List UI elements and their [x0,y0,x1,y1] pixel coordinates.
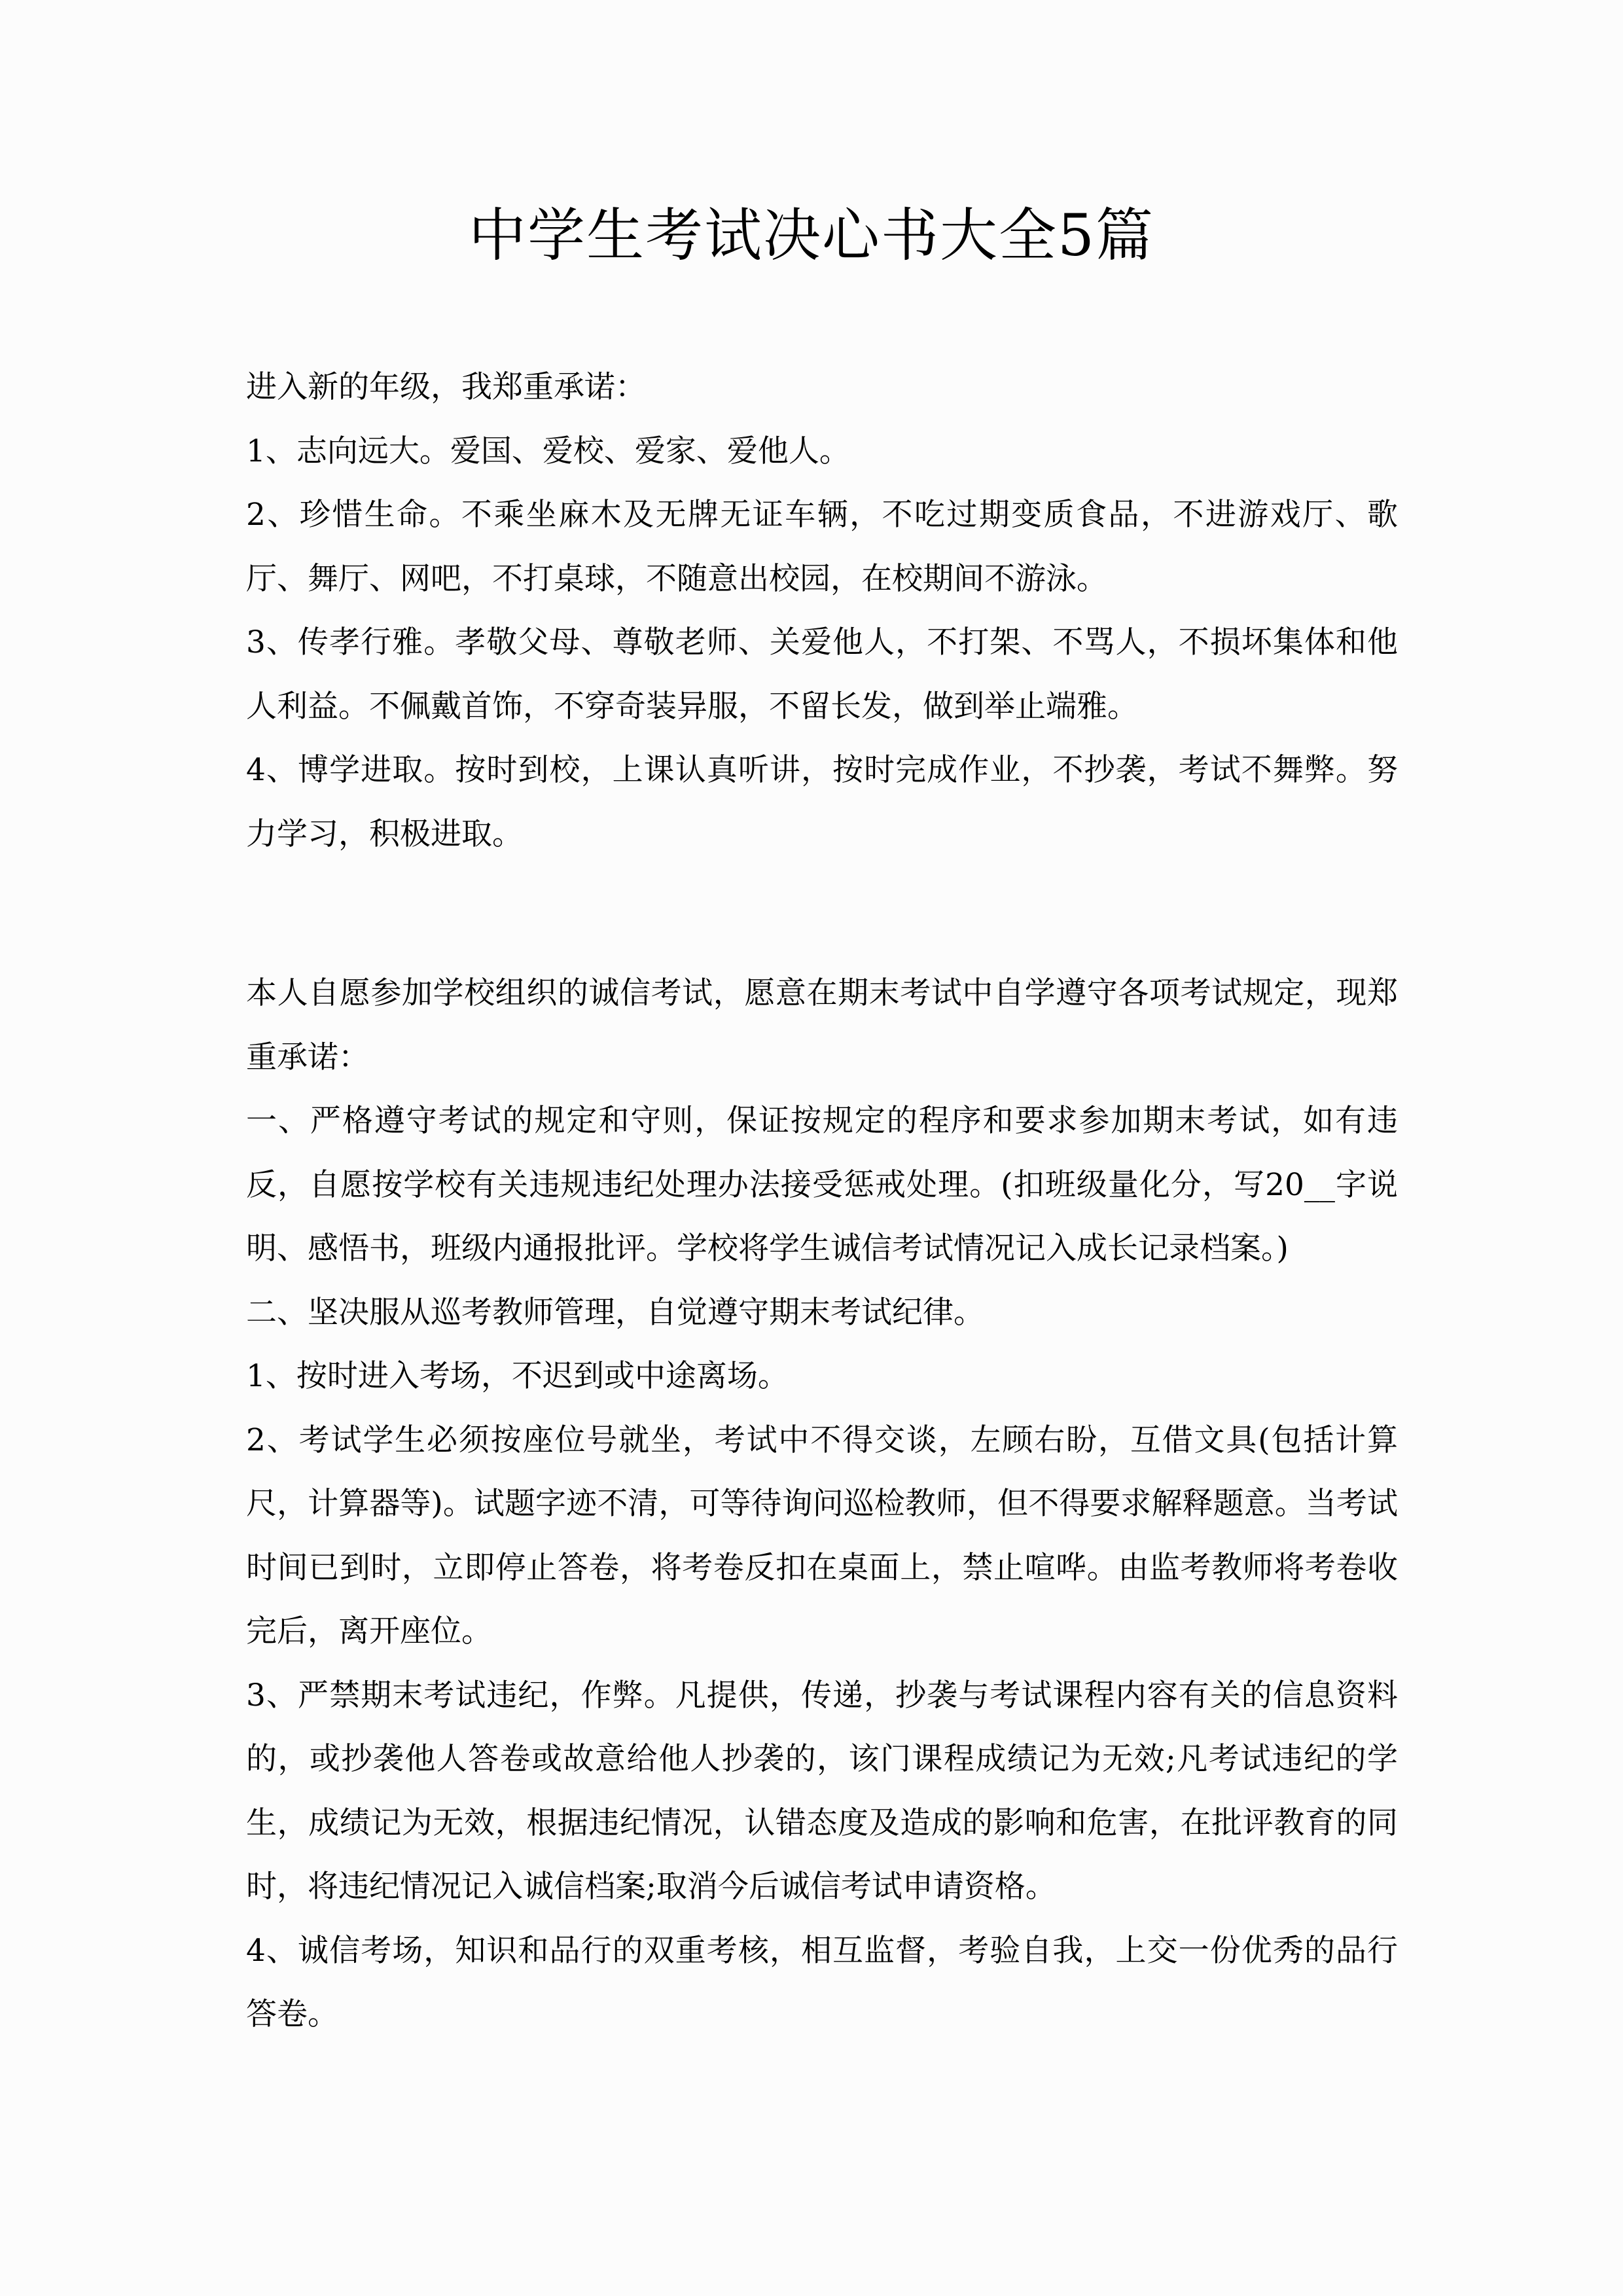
paragraph-rule-1: 1、按时进入考场，不迟到或中途离场。 [246,1358,789,1394]
paragraph-rule-4: 4、诚信考场，知识和品行的双重考核，相互监督，考验自我，上交一份优秀的品行答卷。 [246,1932,1398,2032]
paragraph-rule-2: 2、考试学生必须按座位号就坐，考试中不得交谈，左顾右盼，互借文具(包括计算尺，计算器等)。试题字迹不清，可等待询问巡检教师，但不得要求解释题意。当考试时间已到时，立即停止答卷，将考卷反扣在桌面上，禁止喧哗。由监考教师将考卷收完后，离开座位。 [246,1422,1398,1649]
paragraph-item-4: 4、博学进取。按时到校，上课认真听讲，按时完成作业，不抄袭，考试不舞弊。努力学习，积极进取。 [246,752,1398,852]
paragraph-clause-1: 一、严格遵守考试的规定和守则，保证按规定的程序和要求参加期末考试，如有违反，自愿按学校有关违规违纪处理办法接受惩戒处理。(扣班级量化分，写20__字说明、感悟书，班级内通报批评。学校将学生诚信考试情况记入成长记录档案。) [246,1103,1398,1266]
section-divider-space [246,866,1398,961]
section-pledge-new-grade [246,355,1398,866]
paragraph-clause-2: 二、坚决服从巡考教师管理，自觉遵守期末考试纪律。 [246,1294,984,1331]
paragraph-intro: 进入新的年级，我郑重承诺： [246,369,646,405]
paragraph-item-1: 1、志向远大。爱国、爱校、爱家、爱他人。 [246,433,850,469]
paragraph-item-3: 3、传孝行雅。孝敬父母、尊敬老师、关爱他人，不打架、不骂人，不损坏集体和他人利益。不佩戴首饰，不穿奇装异服，不留长发，做到举止端雅。 [246,624,1398,725]
document-title: 中学生考试决心书大全5篇 [469,202,1154,269]
section-integrity-exam-pledge [246,961,1398,2047]
paragraph-intro: 本人自愿参加学校组织的诚信考试，愿意在期末考试中自学遵守各项考试规定，现郑重承诺： [246,975,1398,1075]
document-body [246,355,1398,2047]
paragraph-item-2: 2、珍惜生命。不乘坐麻木及无牌无证车辆，不吃过期变质食品，不进游戏厅、歌厅、舞厅、网吧，不打桌球，不随意出校园，在校期间不游泳。 [246,497,1398,597]
paragraph-rule-3: 3、严禁期末考试违纪，作弊。凡提供，传递，抄袭与考试课程内容有关的信息资料的，或抄袭他人答卷或故意给他人抄袭的，该门课程成绩记为无效;凡考试违纪的学生，成绩记为无效，根据违纪情况，认错态度及造成的影响和危害，在批评教育的同时，将违纪情况记入诚信档案;取消今后诚信考试申请资格。 [246,1677,1398,1905]
